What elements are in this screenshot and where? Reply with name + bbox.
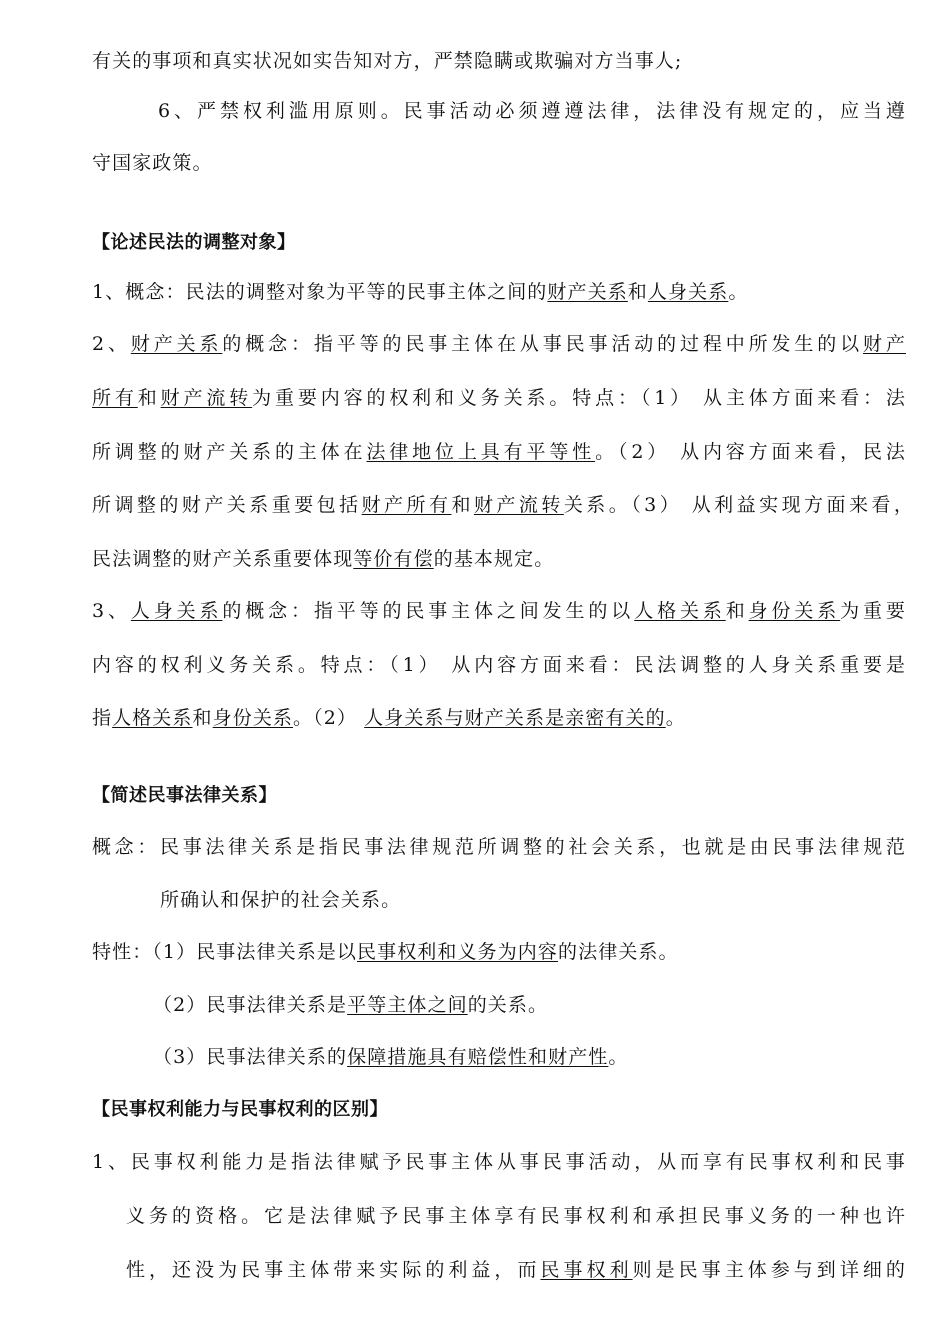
- text-line: [92, 383, 906, 413]
- underlined-term: 财产关系: [547, 281, 628, 303]
- text-span: 有关的事项和真实状况如实告知对方，严禁隐瞒或欺骗对方当事人;: [92, 50, 683, 72]
- text-line: [126, 1201, 906, 1231]
- text-line: [92, 832, 906, 862]
- text-span: 性，还没为民事主体带来实际的利益，而: [126, 1259, 541, 1281]
- underlined-term: 财产: [863, 333, 906, 355]
- text-span: 1、概念：民法的调整对象为平等的民事主体之间的: [92, 281, 548, 303]
- underlined-term: 财产流转: [160, 387, 253, 409]
- underlined-term: 民事权利和义务为内容: [357, 941, 559, 963]
- text-span: 3、: [92, 600, 131, 622]
- list-item: [92, 937, 679, 967]
- text-line: [158, 96, 906, 126]
- text-span: 的基本规定。: [433, 548, 555, 570]
- text-span: 的关系。: [467, 994, 549, 1016]
- text-span: 的概念：指平等的民事主体之间发生的以: [222, 600, 635, 622]
- underlined-term: 等价有偿: [353, 548, 434, 570]
- underlined-term: 人格关系: [112, 707, 193, 729]
- text-line: [126, 1255, 906, 1285]
- text-span: 2、: [92, 333, 131, 355]
- text-span: 指: [92, 707, 113, 729]
- text-span: 内容的权利义务关系。特点：（1） 从内容方面来看：民法调整的人身关系重要是: [92, 654, 906, 676]
- text-line: [92, 703, 686, 733]
- text-line: [92, 148, 213, 178]
- text-line: [92, 46, 862, 76]
- text-span: 和: [192, 707, 213, 729]
- underlined-term: 民事权利: [540, 1259, 633, 1281]
- text-span: （2）民事法律关系是: [153, 994, 348, 1016]
- underlined-term: 财产流转: [473, 494, 564, 516]
- text-span: 义务的资格。它是法律赋予民事主体享有民事权利和承担民事义务的一种也许: [126, 1205, 906, 1227]
- underlined-term: 法律地位上具有平等性: [366, 441, 596, 463]
- text-span: 关系。（3） 从利益实现方面来看，: [563, 494, 914, 516]
- text-span: 和: [137, 387, 161, 409]
- section-heading: 【民事权利能力与民事权利的区别】: [92, 1099, 388, 1120]
- text-span: 和: [725, 600, 749, 622]
- text-span: 的法律关系。: [558, 941, 679, 963]
- text-span: 所调整的财产关系重要包括: [92, 494, 362, 516]
- text-line: [92, 544, 554, 574]
- text-span: 所确认和保护的社会关系。: [160, 889, 402, 911]
- text-span: 的概念：指平等的民事主体在从事民事活动的过程中所发生的以: [222, 333, 864, 355]
- text-span: 。（2） 从内容方面来看，民法: [595, 441, 906, 463]
- text-span: 和: [627, 281, 648, 303]
- text-span: 和: [451, 494, 474, 516]
- text-span: 1、民事权利能力是指法律赋予民事主体从事民事活动，从而享有民事权利和民事: [92, 1151, 906, 1173]
- text-span: 。: [728, 281, 749, 303]
- list-item: [92, 1147, 906, 1177]
- text-span: 为重要: [840, 600, 906, 622]
- text-span: 守国家政策。: [92, 152, 213, 174]
- underlined-term: 身份关系: [748, 600, 841, 622]
- underlined-term: 身份关系: [212, 707, 294, 729]
- section-heading: 【简述民事法律关系】: [92, 785, 277, 806]
- text-span: 则是民事主体参与到详细的: [632, 1259, 906, 1281]
- underlined-term: 人身关系与财产关系是亲密有关的: [364, 707, 666, 729]
- section-heading: 【论述民法的调整对象】: [92, 232, 296, 253]
- underlined-term: 平等主体之间: [347, 994, 468, 1016]
- list-item: [92, 329, 906, 359]
- text-span: 。: [665, 707, 686, 729]
- list-item: [92, 596, 906, 626]
- underlined-term: 所有: [92, 387, 138, 409]
- text-line: [92, 650, 906, 680]
- text-span: 民法调整的财产关系重要体现: [92, 548, 354, 570]
- underlined-term: 财产所有: [361, 494, 452, 516]
- text-span: 为重要内容的权利和义务关系。特点：（1） 从主体方面来看：法: [252, 387, 906, 409]
- text-span: （3）民事法律关系的: [153, 1046, 348, 1068]
- list-item: [153, 990, 548, 1020]
- text-line: [160, 885, 401, 915]
- text-span: 概念：民事法律关系是指民事法律规范所调整的社会关系，也就是由民事法律规范: [92, 836, 906, 858]
- text-span: 。: [608, 1046, 629, 1068]
- text-span: 。（2）: [293, 707, 365, 729]
- text-line: [92, 490, 914, 520]
- text-span: 特性：（1）民事法律关系是以: [92, 941, 357, 963]
- underlined-term: 人格关系: [634, 600, 726, 622]
- underlined-term: 人身关系: [647, 281, 729, 303]
- text-line: [92, 437, 906, 467]
- text-span: 所调整的财产关系的主体在: [92, 441, 367, 463]
- underlined-term: 人身关系: [130, 600, 223, 622]
- text-span: 6、严禁权利滥用原则。民事活动必须遵遵法律，法律没有规定的，应当遵: [158, 100, 906, 122]
- list-item: [153, 1042, 629, 1072]
- underlined-term: 保障措施具有赔偿性和财产性: [347, 1046, 609, 1068]
- list-item: [92, 277, 748, 307]
- underlined-term: 财产关系: [130, 333, 223, 355]
